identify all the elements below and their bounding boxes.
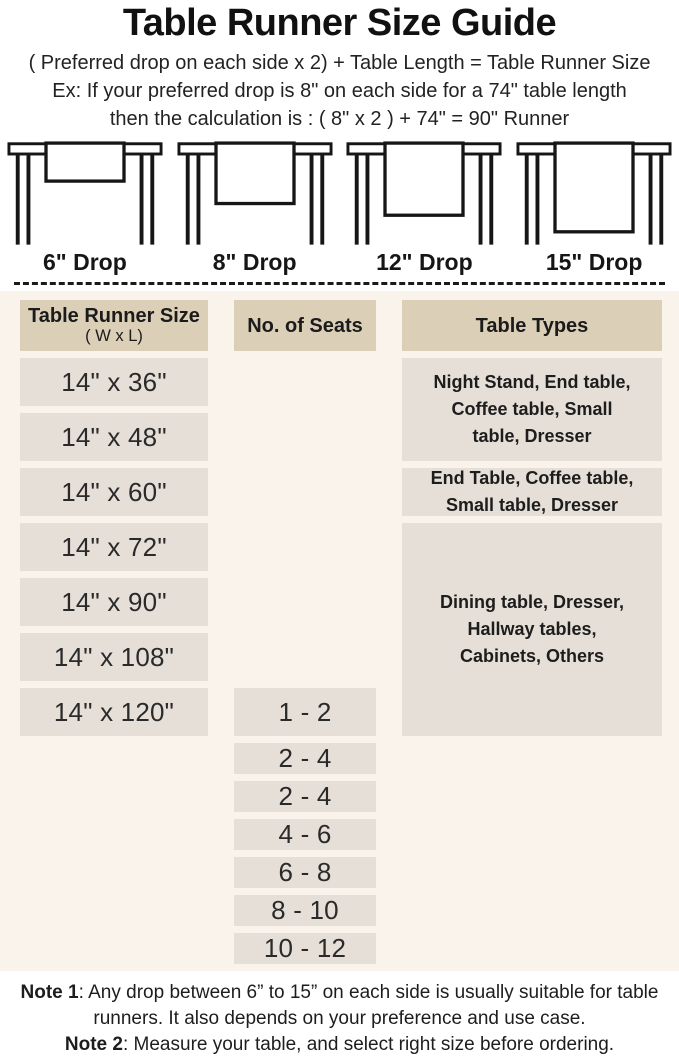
table-illustration-8in [170, 140, 340, 246]
header-runner-size-sub: ( W x L) [85, 327, 143, 345]
table-runner-diagram [7, 140, 163, 246]
seats-cell-row2: 2 - 4 [234, 743, 376, 774]
runner [555, 143, 633, 232]
dashed-divider [14, 282, 665, 285]
runner [216, 143, 294, 203]
size-cell-14x60: 14" x 60" [20, 468, 208, 516]
table-runner-diagram [346, 140, 502, 246]
table-runner-diagram [516, 140, 672, 246]
seats-cell-row6: 8 - 10 [234, 895, 376, 926]
page-title: Table Runner Size Guide [122, 2, 557, 44]
table-leg-left [527, 154, 538, 245]
drop-labels [0, 249, 679, 276]
table-runner-diagram [177, 140, 333, 246]
example-line-2: then the calculation is : ( 8" x 2 ) + 74" = 90" Runner [109, 108, 570, 130]
table-leg-right [481, 154, 492, 245]
types-text: Dining table, Dresser, Hallway tables, Cabinets, Others [439, 592, 625, 666]
notes [0, 980, 679, 1058]
seats-cell-row7: 10 - 12 [234, 933, 376, 964]
drop-illustrations [0, 140, 679, 246]
drop-label-12in: 12" Drop [376, 249, 473, 275]
example-line-1: Ex: If your preferred drop is 8" on each side for a 74" table length [52, 80, 627, 102]
types-text: Night Stand, End table, Coffee table, Small table, Dresser [433, 372, 631, 446]
table-illustration-6in [0, 140, 170, 246]
table-leg-left [18, 154, 29, 245]
formula-text: ( Preferred drop on each side x 2) + Table Length = Table Runner Size [28, 52, 651, 74]
size-cell-14x108: 14" x 108" [20, 633, 208, 681]
runner [385, 143, 463, 215]
table-leg-right [141, 154, 152, 245]
types-cell-medium-tables [402, 468, 662, 516]
size-cell-14x36: 14" x 36" [20, 358, 208, 406]
seats-cell-row5: 6 - 8 [234, 857, 376, 888]
seats-cell-row4: 4 - 6 [234, 819, 376, 850]
table-leg-left [357, 154, 368, 245]
header-table-types [402, 300, 662, 351]
seats-cell-row1: 1 - 2 [234, 688, 376, 736]
table-leg-left [187, 154, 198, 245]
table-illustration-12in [340, 140, 510, 246]
table-leg-right [311, 154, 322, 245]
types-cell-small-tables [402, 358, 662, 461]
note-1-label: Note 1 [20, 982, 79, 1003]
header-seats [234, 300, 376, 351]
header-table-types-label: Table Types [475, 314, 589, 337]
note-1 [8, 980, 671, 1032]
note-2 [8, 1032, 671, 1058]
runner [46, 143, 124, 181]
size-cell-14x90: 14" x 90" [20, 578, 208, 626]
types-cell-large-tables [402, 523, 662, 736]
header-runner-size [20, 300, 208, 351]
table-illustration-15in [509, 140, 679, 246]
size-table [0, 291, 679, 971]
drop-label-6in: 6" Drop [43, 249, 127, 275]
size-cell-14x120: 14" x 120" [20, 688, 208, 736]
drop-label-8in: 8" Drop [212, 249, 297, 275]
table-leg-right [651, 154, 662, 245]
note-2-label: Note 2 [64, 1034, 123, 1055]
size-cell-14x72: 14" x 72" [20, 523, 208, 571]
note-2-text: : Measure your table, and select right size before ordering. [122, 1034, 615, 1055]
header-seats-label: No. of Seats [247, 314, 363, 337]
size-guide-page [0, 2, 679, 1055]
size-cell-14x48: 14" x 48" [20, 413, 208, 461]
note-1-text: : Any drop between 6” to 15” on each side is usually suitable for table runners. It also depends on your preference and use case. [78, 982, 659, 1029]
types-text: End Table, Coffee table, Small table, Dresser [430, 468, 634, 515]
header-runner-size-title: Table Runner Size [28, 305, 200, 327]
drop-label-15in: 15" Drop [545, 249, 643, 275]
seats-cell-row3: 2 - 4 [234, 781, 376, 812]
